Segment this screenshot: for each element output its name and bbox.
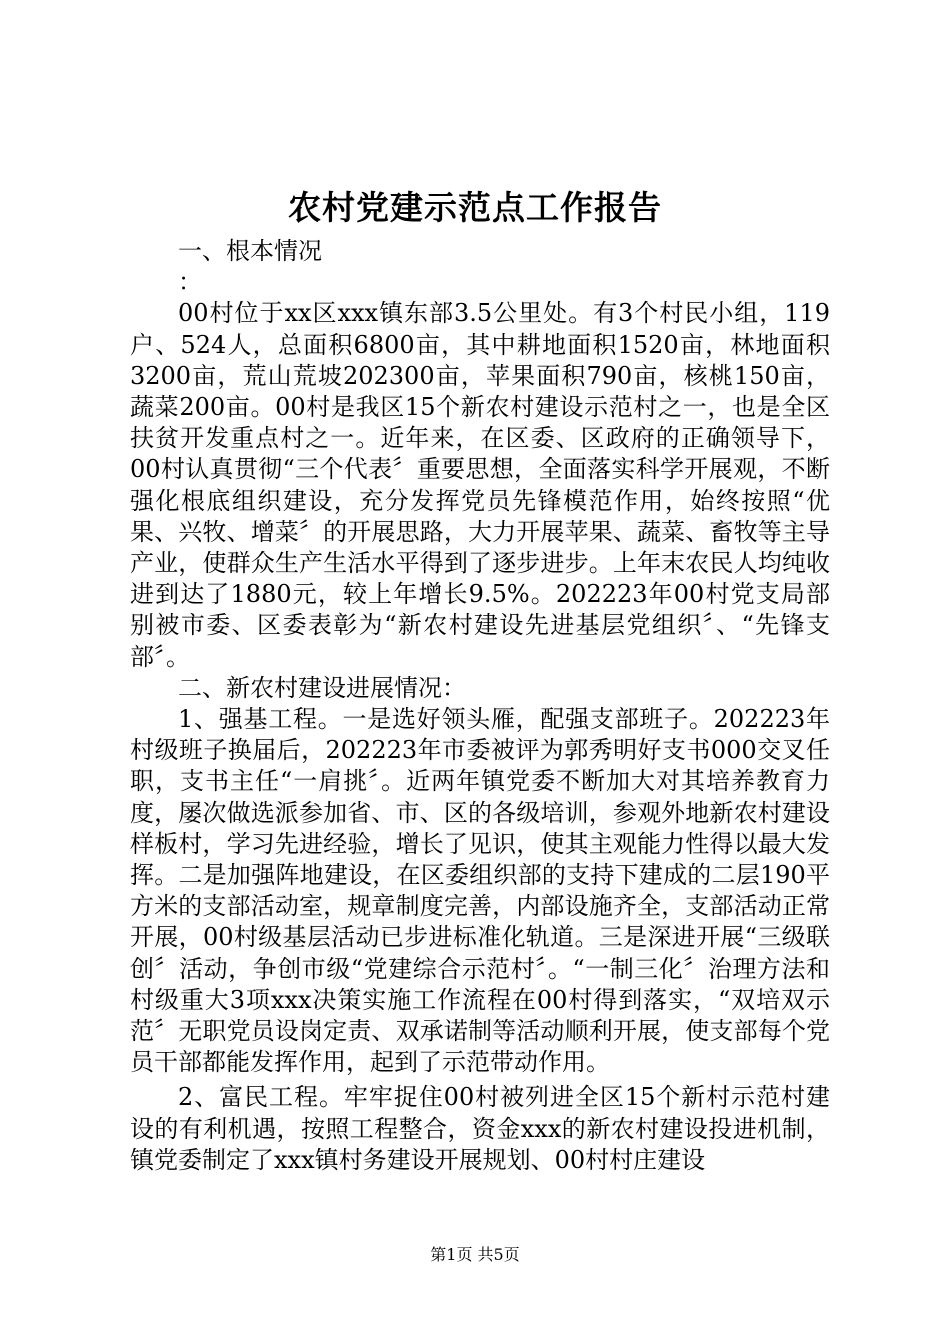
page-footer: 第1页 共5页: [430, 1245, 520, 1264]
section-heading-progress: 二、新农村建设进展情况：: [178, 673, 466, 702]
document-title: 农村党建示范点工作报告: [288, 188, 662, 227]
colon-line: ：: [178, 268, 202, 297]
paragraph-village-overview: 00村位于xx区xxx镇东部3.5公里处。有3个村民小组，119户、524人，总面积6800亩，其中耕地面积1520亩，林地面积3200亩，荒山荒坡202300亩，苹果面积790亩，核桃150亩，蔬菜200亩。00村是我区15个新农村建设示范村之一，也是全区扶贫开发重点村之一。近年来，在区委、区政府的正确领导下，00村认真贯彻“三个代表〞重要思想，全面落实科学开展观，不断强化根底组织建设，充分发挥党员先锋模范作用，始终按照“优果、兴牧、增菜〞的开展思路，大力开展苹果、蔬菜、畜牧等主导产业，使群众生产生活水平得到了逐步进步。上年末农民人均纯收进到达了1880元，较上年增长9.5%。202223年00村党支局部别被市委、区委表彰为“新农村建设先进基层党组织〞、“先锋支部〞。: [130, 299, 830, 671]
section-heading-basic-situation: 一、根本情况: [178, 237, 322, 265]
document-body: [130, 236, 830, 1176]
paragraph-strong-foundation: 1、强基工程。一是选好领头雁，配强支部班子。202223年村级班子换届后，202223年市委被评为郭秀明好支书000交叉任职，支书主任“一肩挑〞。近两年镇党委不断加大对其培养教育力度，屡次做选派参加省、市、区的各级培训，参观外地新农村建设样板村，学习先进经验，增长了见识，使其主观能力性得以最大发挥。二是加强阵地建设，在区委组织部的支持下建成的二层190平方米的支部活动室，规章制度完善，内部设施齐全，支部活动正常开展，00村级基层活动已步进标准化轨道。三是深进开展“三级联创〞活动，争创市级“党建综合示范村〞。“一制三化〞治理方法和村级重大3项xxx决策实施工作流程在00村得到落实，“双培双示范〞无职党员设岗定责、双承诺制等活动顺利开展，使支部每个党员干部都能发挥作用，起到了示范带动作用。: [130, 705, 830, 1077]
paragraph-enrich-people: 2、富民工程。牢牢捉住00村被列进全区15个新村示范村建设的有利机遇，按照工程整合，资金xxx的新农村建设投进机制，镇党委制定了xxx镇村务建设开展规划、00村村庄建设: [130, 1083, 830, 1174]
